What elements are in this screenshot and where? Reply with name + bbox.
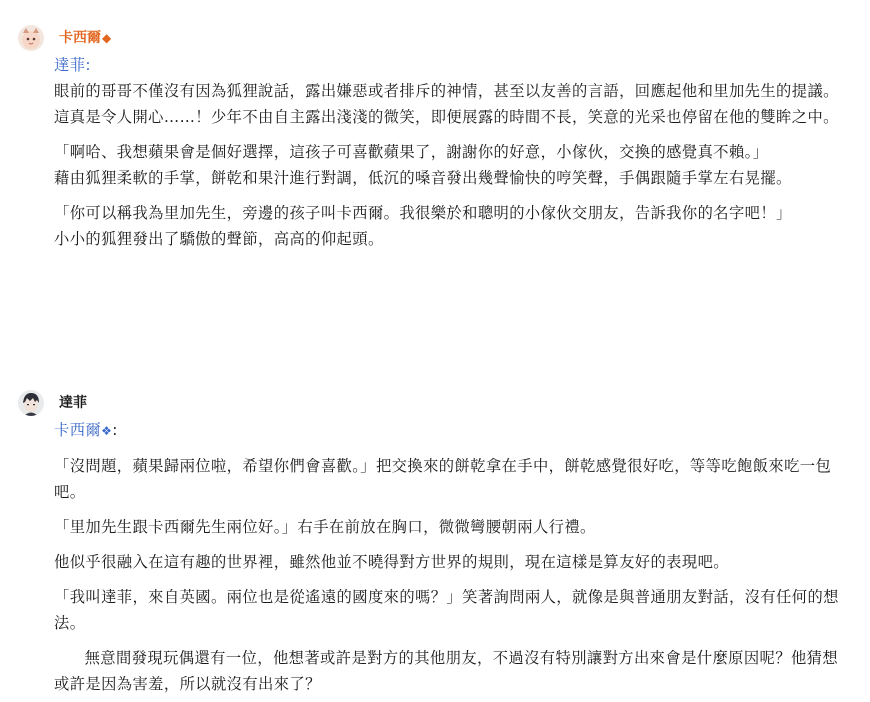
post-header [18,25,111,51]
paragraph: 小小的狐狸發出了驕傲的聲節，高高的仰起頭。 [54,230,384,248]
mention-tag[interactable] [54,417,844,444]
cat-avatar-icon[interactable] [18,25,44,51]
post-body [54,417,844,697]
paragraph: 這真是令人開心……！少年不由自主露出淺淺的微笑，即便展露的時間不長，笑意的光采也停留在他的雙眸之中。 [54,108,839,126]
dialogue-paragraph: 「里加先生跟卡西爾先生兩位好。」右手在前放在胸口，微微彎腰朝兩人行禮。 [54,518,596,536]
paragraph: 無意間發現玩偶還有一位，他想著或許是對方的其他朋友，不過沒有特別讓對方出來會是什麼原因呢？他猜想或許是因為害羞，所以就沒有出來了？ [54,649,839,693]
dialogue-paragraph: 「我叫達菲，來自英國。兩位也是從遙遠的國度來的嗎？」笑著詢問兩人，就像是與普通朋友對話，沒有任何的想法。 [54,588,839,632]
paragraph: 藉由狐狸柔軟的手掌，餅乾和果汁進行對調，低沉的嗓音發出幾聲愉快的哼笑聲，手偶跟隨手掌左右晃擺。 [54,169,792,187]
blue-diamond-icon: ❖ [101,424,113,438]
dialogue-paragraph: 「你可以稱我為里加先生，旁邊的孩子叫卡西爾。我很樂於和聰明的小傢伙交朋友，告訴我你的名字吧！」 [54,204,792,222]
post-username[interactable] [59,28,111,48]
mention-name[interactable]: 卡西爾 [54,421,102,439]
post-username[interactable]: 達菲 [59,395,87,411]
paragraph: 眼前的哥哥不僅沒有因為狐狸說話，露出嫌惡或者排斥的神情，甚至以友善的言語，回應起他和里加先生的提議。 [54,82,839,100]
post-header [18,390,87,416]
mention-tag[interactable]: 達菲: [54,56,91,74]
dialogue-paragraph: 「沒問題，蘋果歸兩位啦，希望你們會喜歡。」把交換來的餅乾拿在手中，餅乾感覺很好吃，等等吃飽飯來吃一包吧。 [54,457,832,501]
paragraph: 他似乎很融入在這有趣的世界裡，雖然他並不曉得對方世界的規則，現在這樣是算友好的表現吧。 [54,553,729,571]
mention-suffix: : [112,421,118,439]
username-text[interactable]: 卡西爾 [59,30,101,46]
post-body [54,52,844,252]
orange-diamond-icon: ◆ [102,31,112,45]
anime-boy-avatar-icon[interactable] [18,390,44,416]
dialogue-paragraph: 「啊哈、我想蘋果會是個好選擇，這孩子可喜歡蘋果了，謝謝你的好意，小傢伙，交換的感覺真不賴。」 [54,143,769,161]
